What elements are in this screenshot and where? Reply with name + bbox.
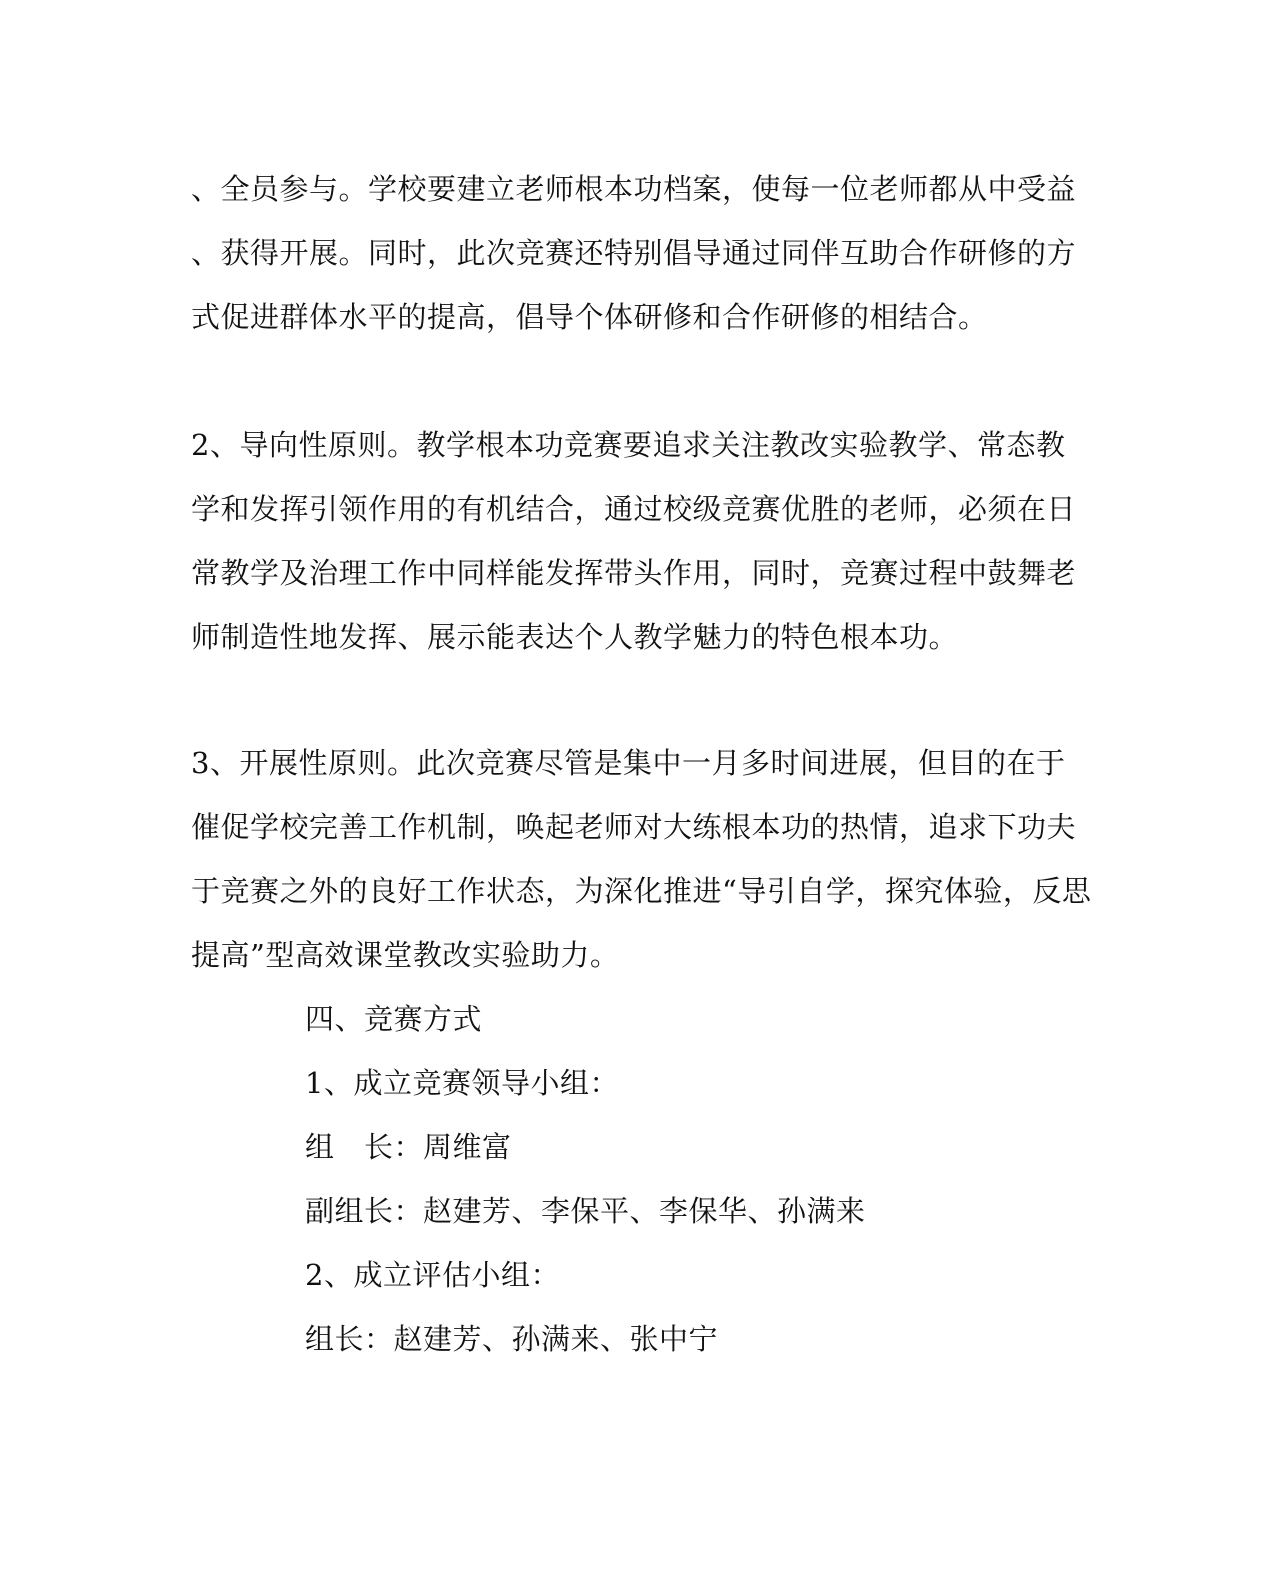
paragraph-2-line-1: 2、导向性原则。教学根本功竞赛要追求关注教改实验教学、常态教 xyxy=(191,428,1066,462)
section-heading: 四、竞赛方式 xyxy=(305,1002,483,1036)
paragraph-2-line-4: 师制造性地发挥、展示能表达个人教学魅力的特色根本功。 xyxy=(191,620,959,654)
leadership-group-title: 1、成立竞赛领导小组： xyxy=(305,1066,619,1100)
paragraph-2-line-3: 常教学及治理工作中同样能发挥带头作用，同时，竞赛过程中鼓舞老 xyxy=(191,556,1077,590)
paragraph-3-line-4: 提高”型高效课堂教改实验助力。 xyxy=(191,938,620,972)
paragraph-3-line-2: 催促学校完善工作机制，唤起老师对大练根本功的热情，追求下功夫 xyxy=(191,810,1077,844)
paragraph-2-line-2: 学和发挥引领作用的有机结合，通过校级竞赛优胜的老师，必须在日 xyxy=(191,492,1077,526)
paragraph-3-line-3: 于竞赛之外的良好工作状态，为深化推进“导引自学，探究体验，反思 xyxy=(191,874,1092,908)
paragraph-1-line-1: 、全员参与。学校要建立老师根本功档案，使每一位老师都从中受益 xyxy=(191,172,1077,206)
paragraph-1-line-3: 式促进群体水平的提高，倡导个体研修和合作研修的相结合。 xyxy=(191,300,988,334)
leader-line: 组 长：周维富 xyxy=(305,1130,512,1164)
paragraph-3-line-1: 3、开展性原则。此次竞赛尽管是集中一月多时间进展，但目的在于 xyxy=(191,746,1066,780)
paragraph-1-line-2: 、获得开展。同时，此次竞赛还特别倡导通过同伴互助合作研修的方 xyxy=(191,236,1077,270)
vice-leaders-line: 副组长：赵建芳、李保平、李保华、孙满来 xyxy=(305,1194,866,1228)
evaluation-leaders-line: 组长：赵建芳、孙满来、张中宁 xyxy=(305,1322,719,1356)
evaluation-group-title: 2、成立评估小组： xyxy=(305,1258,560,1292)
